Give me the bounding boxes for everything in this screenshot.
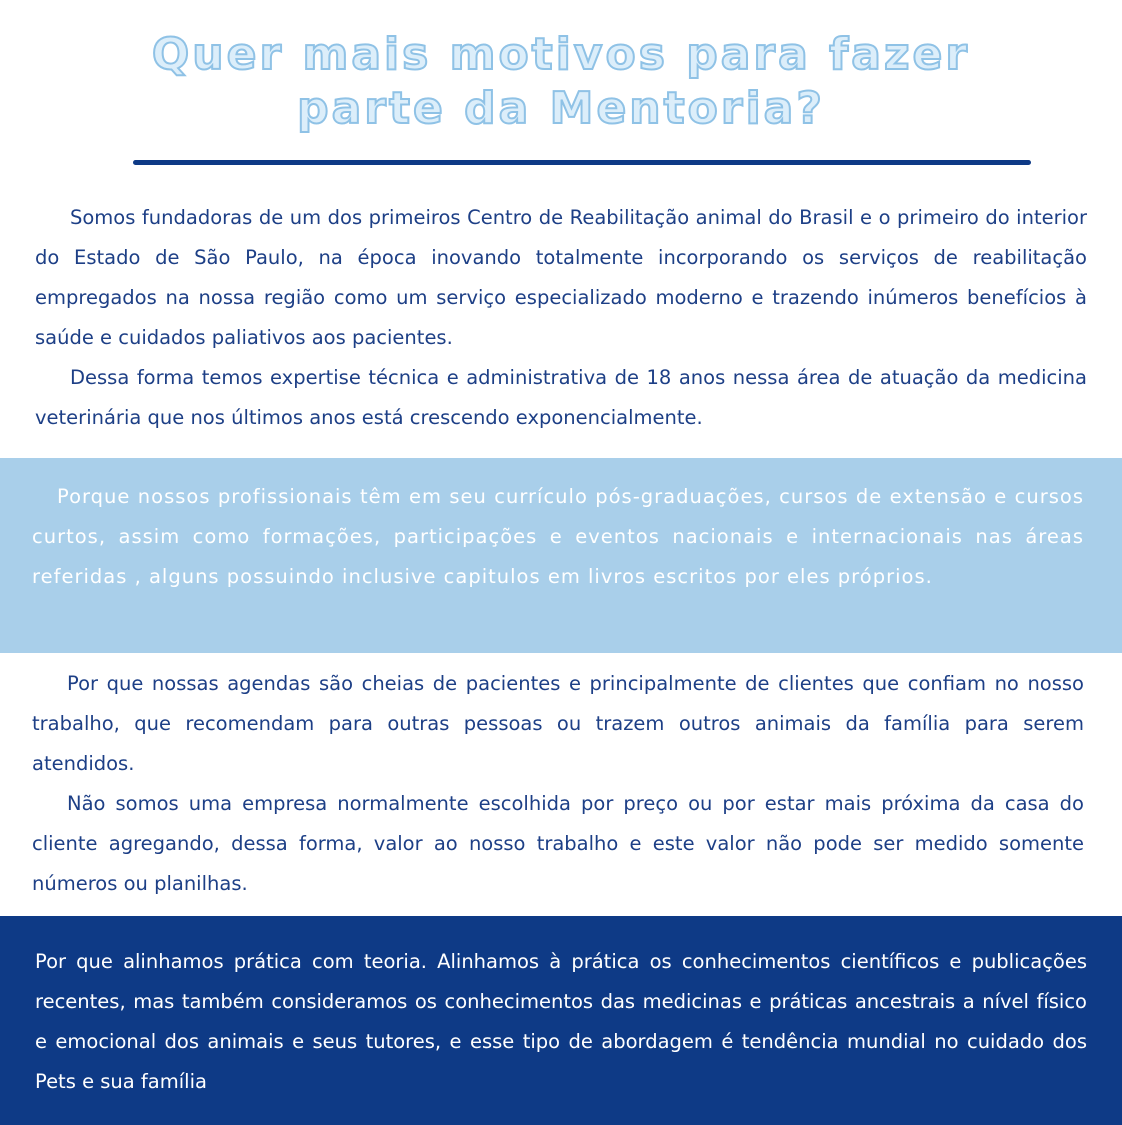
title-divider — [133, 160, 1031, 165]
intro-section — [35, 198, 1087, 438]
agenda-paragraph-1: Por que nossas agendas são cheias de pacientes e principalmente de clientes que confiam no nosso trabalho, que recomendam para outras pessoas ou trazem outros animais da família para serem atendidos. — [32, 672, 1084, 775]
agenda-section — [32, 664, 1084, 904]
practice-paragraph: Por que alinhamos prática com teoria. Alinhamos à prática os conhecimentos científicos e publicações recentes, mas também consideramos os conhecimentos das medicinas e práticas ancestrais a nível físico e emocional dos animais e seus tutores, e esse tipo de abordagem é tendência mundial no cuidado dos Pets e sua família — [35, 950, 1087, 1093]
professionals-section — [32, 477, 1084, 597]
intro-paragraph-2: Dessa forma temos expertise técnica e administrativa de 18 anos nessa área de atuação da medicina veterinária que nos últimos anos está crescendo exponencialmente. — [35, 366, 1087, 429]
intro-paragraph-1: Somos fundadoras de um dos primeiros Centro de Reabilitação animal do Brasil e o primeiro do interior do Estado de São Paulo, na época inovando totalmente incorporando os serviços de reabilitação empregados na nossa região como um serviço especializado moderno e trazendo inúmeros benefícios à saúde e cuidados paliativos aos pacientes. — [35, 206, 1087, 349]
page-title — [0, 28, 1122, 136]
professionals-paragraph: Porque nossos profissionais têm em seu currículo pós-graduações, cursos de extensão e cursos curtos, assim como formações, participações e eventos nacionais e internacionais nas áreas referidas , alguns possuindo inclusive capitulos em livros escritos por eles próprios. — [32, 485, 1084, 588]
practice-section — [35, 942, 1087, 1102]
agenda-paragraph-2: Não somos uma empresa normalmente escolhida por preço ou por estar mais próxima da casa do cliente agregando, dessa forma, valor ao nosso trabalho e este valor não pode ser medido somente números ou planilhas. — [32, 792, 1084, 895]
page-title-line-2: parte da Mentoria? — [297, 83, 825, 134]
page-title-line-1: Quer mais motivos para fazer — [151, 29, 971, 80]
